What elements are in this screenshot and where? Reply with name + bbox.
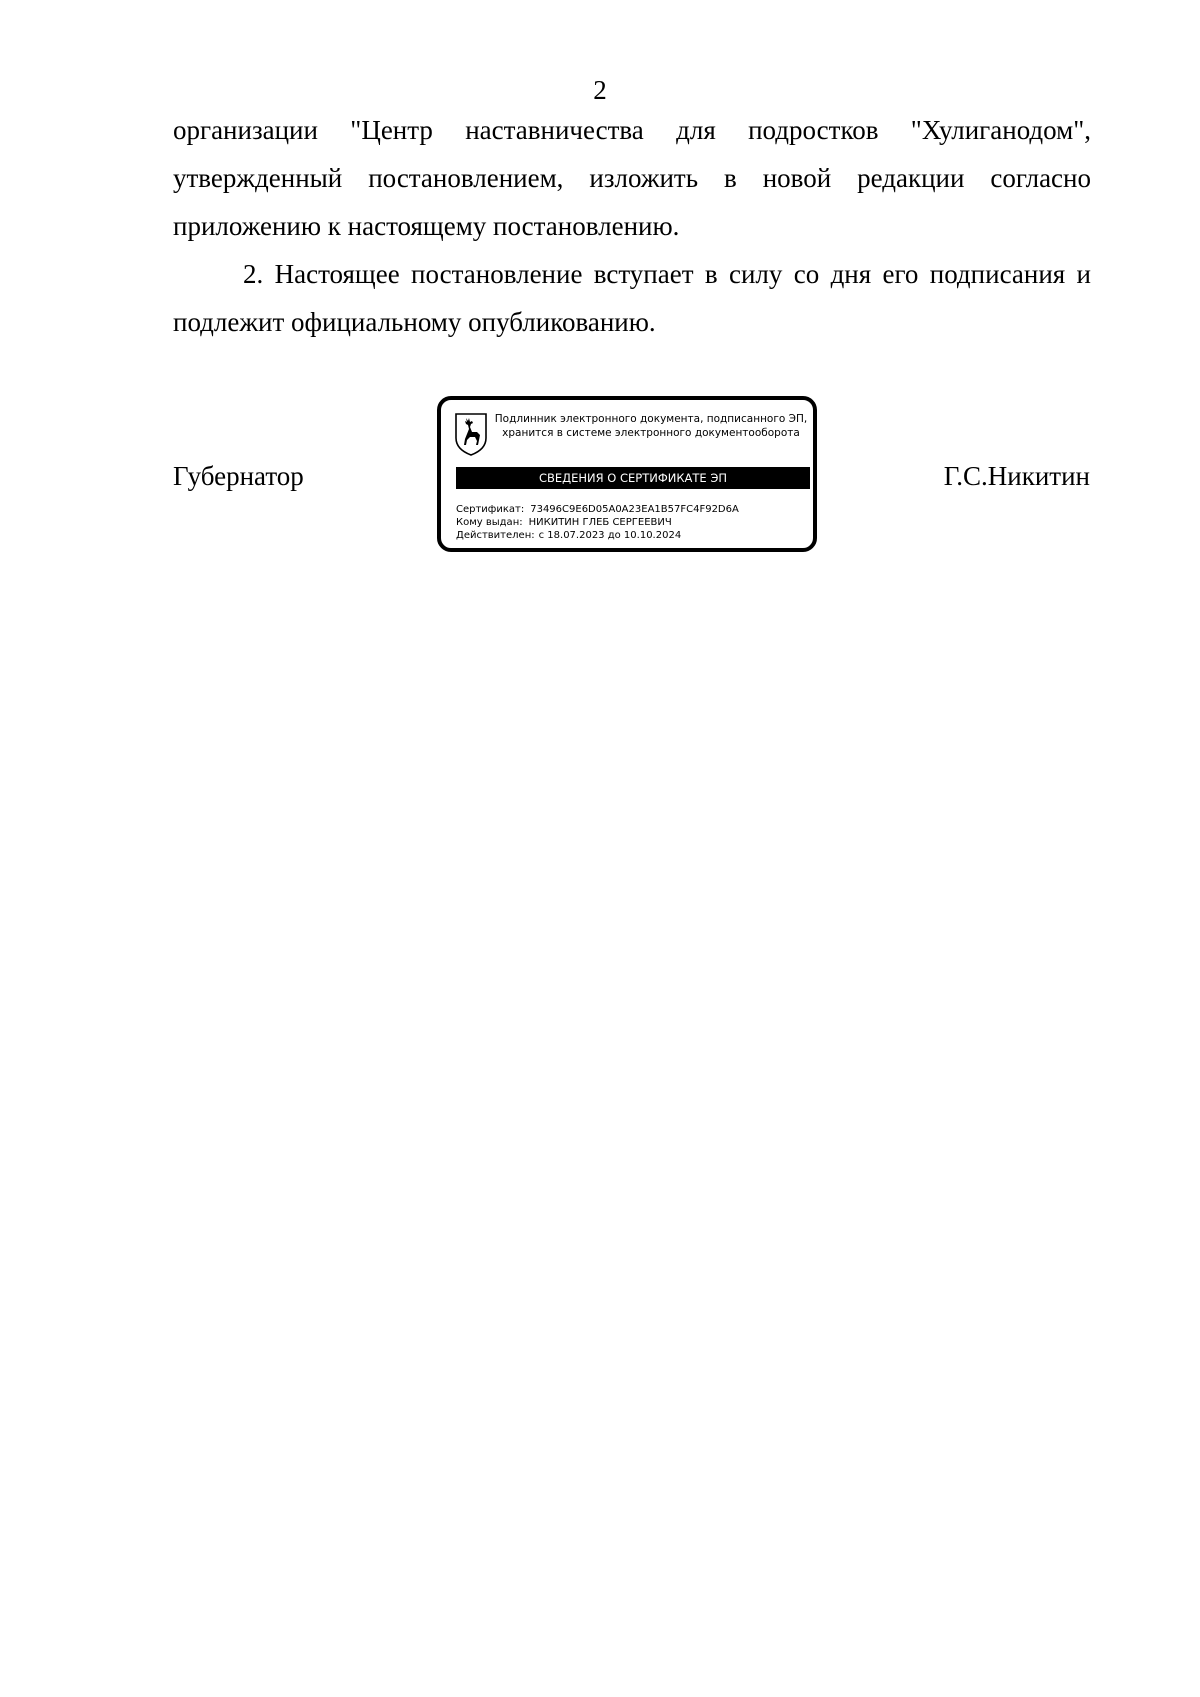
issued-to-row (456, 516, 739, 529)
paragraph-continuation: организации "Центр наставничества для подростков "Хулиганодом", утвержденный постановлением, изложить в новой редакции согласно приложению к настоящему постановлению. (173, 115, 1091, 241)
certificate-value: 73496C9E6D05A0A23EA1B57FC4F92D6A (530, 504, 739, 515)
validity-label: Действителен: (456, 530, 535, 541)
stamp-header-line: Подлинник электронного документа, подписанного ЭП, (494, 413, 808, 425)
certificate-title-bar: СВЕДЕНИЯ О СЕРТИФИКАТЕ ЭП (456, 467, 810, 489)
validity-row (456, 529, 739, 542)
validity-value: с 18.07.2023 до 10.10.2024 (538, 530, 682, 541)
issued-to-value: НИКИТИН ГЛЕБ СЕРГЕЕВИЧ (528, 517, 672, 528)
stamp-header-line: хранится в системе электронного документооборота (502, 427, 800, 439)
paragraph-effective-date: 2. Настоящее постановление вступает в силу со дня его подписания и подлежит официальному опубликованию. (173, 259, 1091, 337)
issued-to-label: Кому выдан: (456, 517, 523, 528)
certificate-row (456, 503, 739, 516)
signer-position: Губернатор (173, 461, 304, 491)
page-number: 2 (593, 75, 607, 105)
electronic-signature-stamp (437, 396, 817, 552)
document-body (173, 106, 1091, 346)
stamp-header (493, 412, 809, 440)
deer-coat-of-arms-icon (454, 412, 488, 456)
signer-name: Г.С.Никитин (943, 461, 1090, 491)
certificate-label: Сертификат: (456, 504, 525, 515)
certificate-details (456, 503, 739, 542)
